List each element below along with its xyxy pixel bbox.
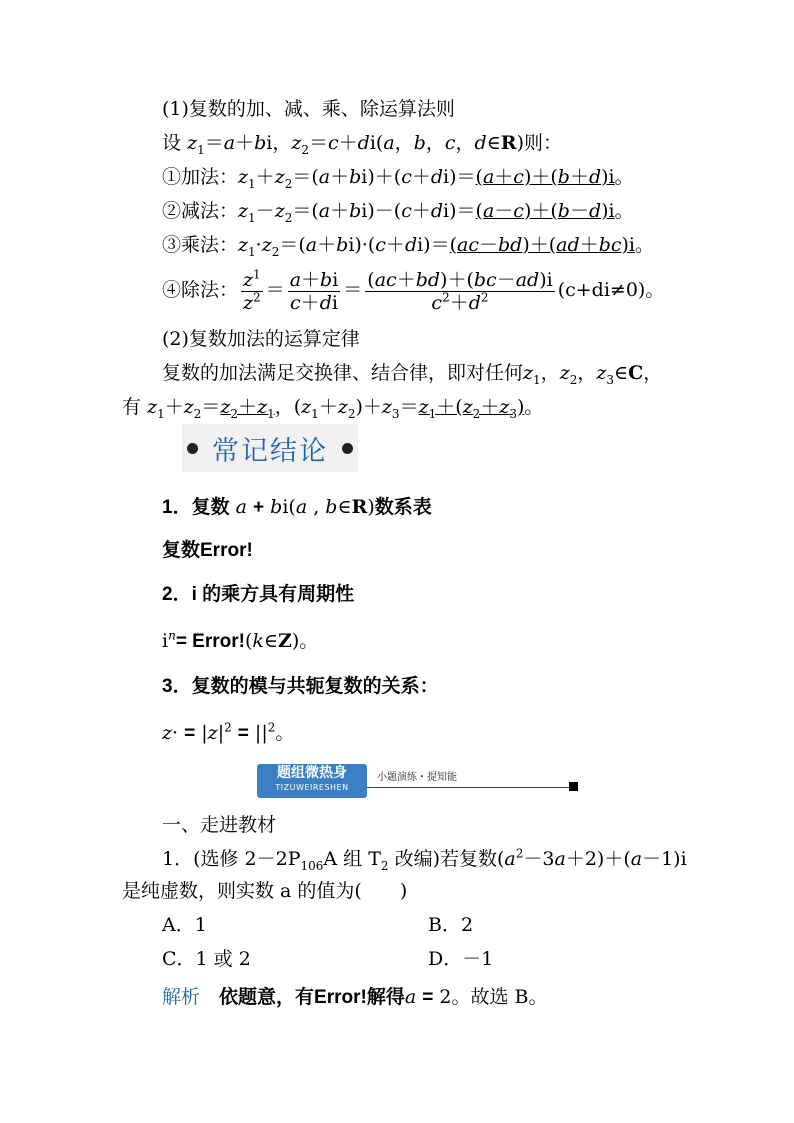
section1-heading: (1)复数的加、减、乘、除运算法则 (162, 98, 455, 120)
ribbon-title-box: 题组微热身 TIZUWEIRESHEN (257, 764, 367, 798)
conclusion-1-table: 复数Error! (162, 540, 253, 561)
conclusion-3-formula: $z\cdot = |z|^2 = ||^2$。 (162, 720, 295, 744)
exercise-heading: 一、走进教材 (162, 814, 277, 836)
division-rule: ④除法： $\frac{z^1}{z^2}$ ＝ $\frac{a+bi}{c+di}$ ＝ $\frac{(ac+bd)+(bc-ad)i}{c^2+d^2}$ (c+di≠0)。 (162, 267, 665, 314)
conclusion-2-formula: $i^n=$ Error!(k∈Z)。 (162, 628, 319, 652)
option-a: A．1 (162, 914, 207, 936)
conclusion-3: 3．复数的模与共轭复数的关系： (162, 676, 439, 697)
multiplication-rule: ③乘法：$z_1\cdot z_2=(a+bi)\cdot(c+di)=(ac-bd)+(ad+bc)i$。 (162, 234, 655, 259)
ribbon-subtitle: 小题演练・提知能 (377, 772, 457, 783)
answer-label: 解析 (162, 986, 201, 1008)
question-1-line2: 是纯虚数，则实数 a 的值为( ) (122, 880, 408, 902)
addition-law-line1: 复数的加法满足交换律、结合律，即对任何$z_1$，$z_2$，$z_3\in C$， (162, 362, 663, 387)
conclusion-2: 2．i 的乘方具有周期性 (162, 584, 355, 605)
option-b: B．2 (428, 914, 474, 936)
subtraction-rule: ②减法：$z_1-z_2=(a+bi)-(c+di)=(a-c)+(b-d)i$。 (162, 200, 634, 225)
banner-title: 常记结论 (212, 435, 328, 467)
square-icon (569, 782, 578, 791)
conclusions-banner (182, 424, 358, 472)
addition-rule: ①加法：$z_1+z_2=(a+bi)+(c+di)=(a+c)+(b+d)i$。 (162, 166, 634, 191)
conclusion-1: 1．复数 a + bi(a , b∈R)数系表 (162, 496, 432, 518)
bullet-dot-icon (187, 443, 198, 454)
question-1-line1: 1．(选修 $2-2P_{106}A$ 组 $T_2$ 改编)若复数$(a^2-3a+2)+(a-1)i$ (162, 846, 687, 873)
setup-line: 设 $z_1=a+bi$，$z_2=c+di(a$，b，c，d∈R)则： (162, 132, 563, 157)
answer-line: 解析 依题意，有Error!解得a = 2。故选 B。 (162, 986, 548, 1008)
ribbon-divider (367, 787, 571, 788)
option-d: D．－1 (428, 948, 494, 970)
addition-law-line2: 有 $z_1+z_2=z_2+z_1$，$(z_1+z_2)+z_3=z_1+(z_2+z_3)$。 (122, 396, 544, 421)
section2-heading: (2)复数加法的运算定律 (162, 328, 360, 350)
option-c: C．1 或 2 (162, 948, 251, 970)
bullet-dot-icon (342, 443, 353, 454)
exercise-ribbon (257, 762, 579, 800)
